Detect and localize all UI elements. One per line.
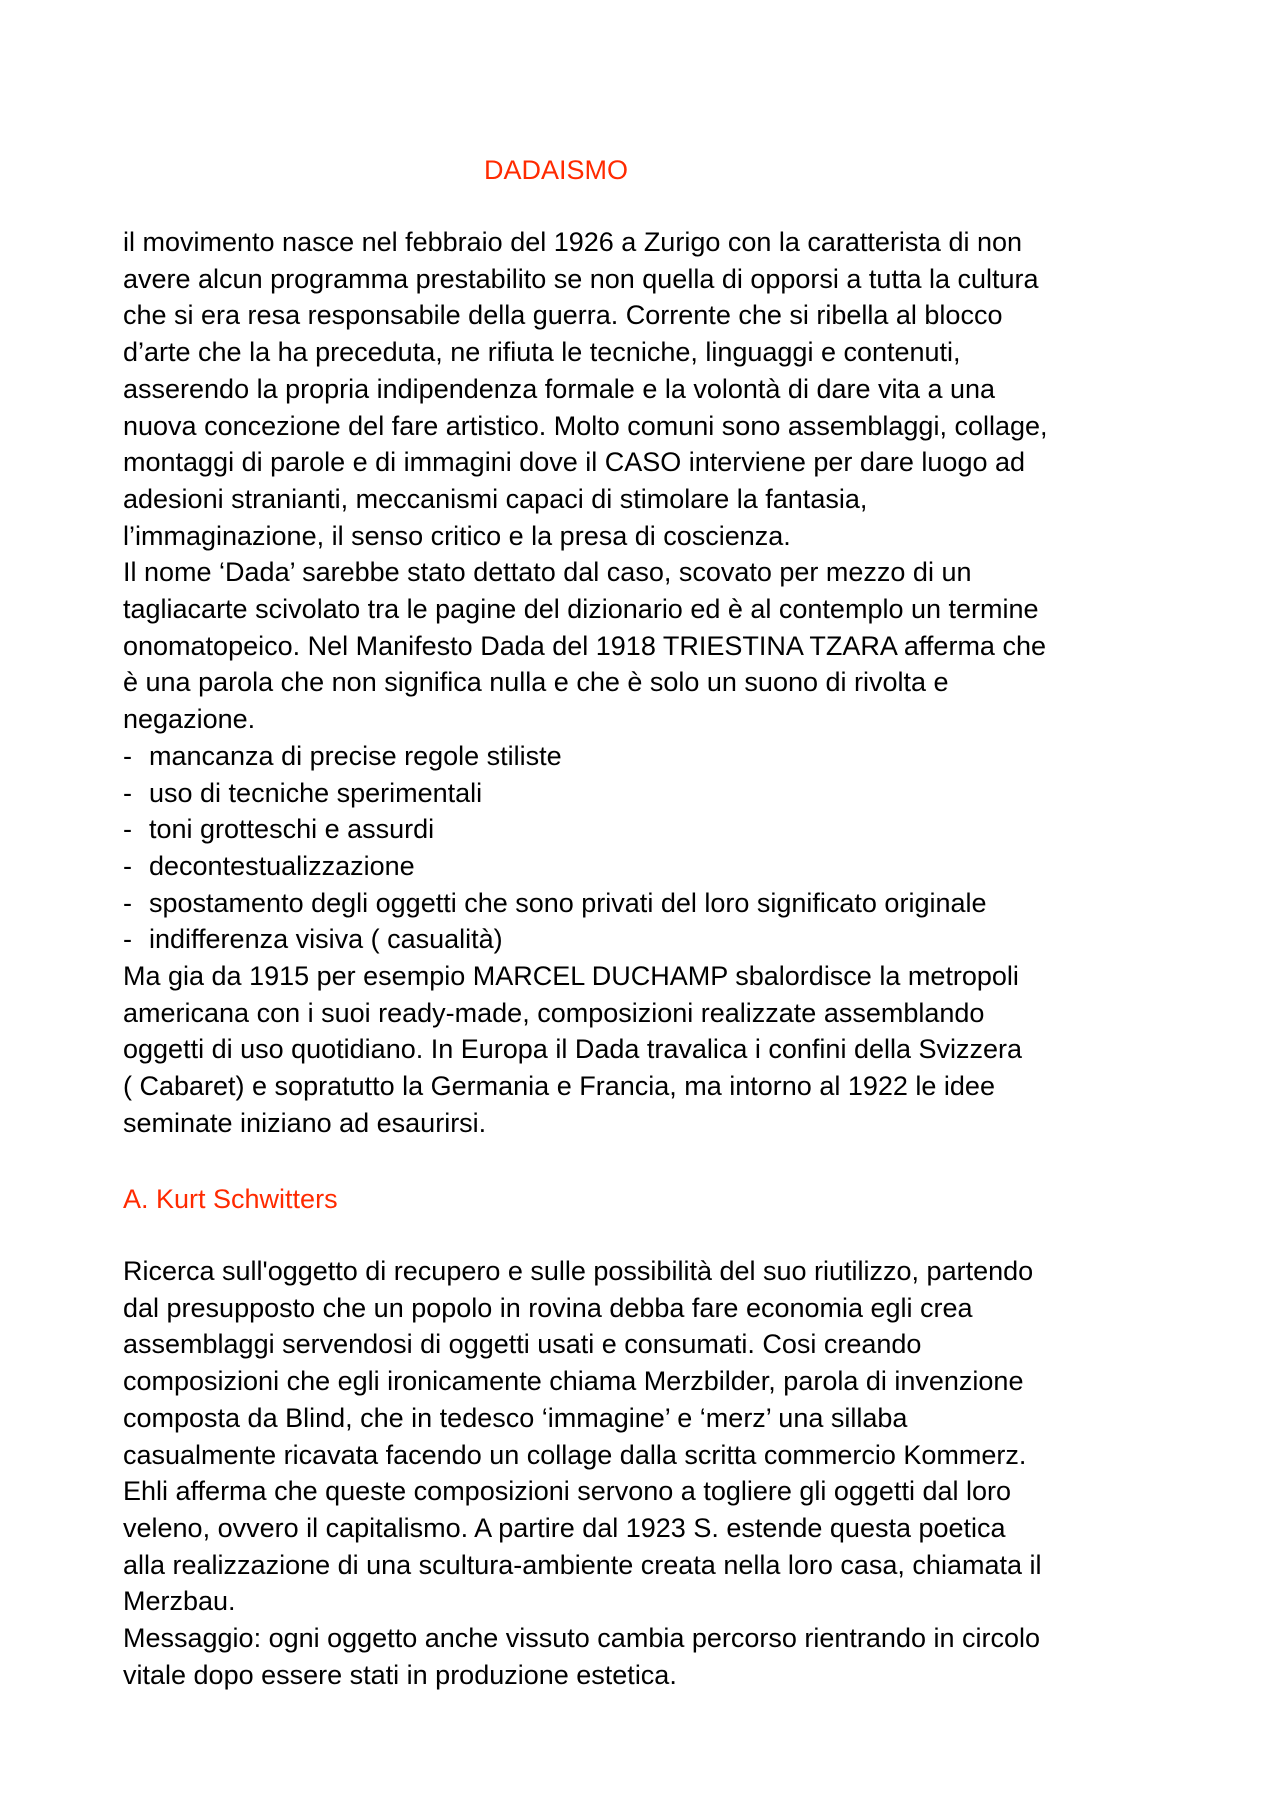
list-item-text: toni grotteschi e assurdi [149, 814, 435, 845]
list-item-text: indifferenza visiva ( casualità) [149, 924, 503, 955]
list-item [123, 848, 1183, 885]
bullet-dash: - [123, 814, 132, 845]
message-paragraph: Messaggio: ogni oggetto anche vissuto cambia percorso rientrando in circolo vitale dopo essere stati in produzione estetica. [123, 1623, 1041, 1690]
document-title: DADAISMO [484, 155, 629, 185]
list-item-text: mancanza di precise regole stiliste [149, 740, 562, 771]
list-item-text: uso di tecniche sperimentali [149, 777, 483, 808]
lower-text-block [123, 1253, 1183, 1693]
list-item-text: spostamento degli oggetti che sono privati del loro significato originale [149, 887, 987, 918]
section-heading: A. Kurt Schwitters [123, 1184, 338, 1214]
bullet-dash: - [123, 924, 132, 955]
bullet-dash: - [123, 850, 132, 881]
bullet-dash: - [123, 887, 132, 918]
characteristics-list [123, 738, 1183, 958]
list-item-text: decontestualizzazione [149, 850, 415, 881]
duchamp-paragraph: Ma gia da 1915 per esempio MARCEL DUCHAMP sbalordisce la metropoli americana con i suoi ready-made, composizioni realizzate assemblando oggetti di uso quotidiano. In Europa il Dada travalica i confini della Svizzera ( Cabaret) e sopratutto la Germania e Francia, ma intorno al 1922 le idee seminate iniziano ad esaurirsi. [123, 961, 1023, 1138]
list-item [123, 921, 1183, 958]
name-origin-paragraph: Il nome ‘Dada’ sarebbe stato dettato dal caso, scovato per mezzo di un tagliacarte scivolato tra le pagine del dizionario ed è al contemplo un termine onomatopeico. Nel Manifesto Dada del 1918 TRIESTINA TZARA afferma che è una parola che non significa nulla e che è solo un suono di rivolta e negazione. [123, 557, 1046, 735]
list-item [123, 738, 1183, 775]
bullet-dash: - [123, 740, 132, 771]
upper-text-block [123, 224, 1183, 1142]
schwitters-paragraph: Ricerca sull'oggetto di recupero e sulle possibilità del suo riutilizzo, partendo dal presupposto che un popolo in rovina debba fare economia egli crea assemblaggi servendosi di oggetti usati e consumati. Cosi creando composizioni che egli ironicamente chiama Merzbilder, parola di invenzione composta da Blind, che in tedesco ‘immagine’ e ‘merz’ una sillaba casualmente ricavata facendo un collage dalla scritta commercio Kommerz. Ehli afferma che queste composizioni servono a togliere gli oggetti dal loro veleno, ovvero il capitalismo. A partire dal 1923 S. estende questa poetica alla realizzazione di una scultura-ambiente creata nella loro casa, chiamata il Merzbau. [123, 1256, 1042, 1617]
list-item [123, 775, 1183, 812]
list-item [123, 811, 1183, 848]
list-item [123, 885, 1183, 922]
intro-paragraph: il movimento nasce nel febbraio del 1926 a Zurigo con la caratterista di non avere alcun programma prestabilito se non quella di opporsi a tutta la cultura che si era resa responsabile della guerra. Corrente che si ribella al blocco d’arte che la ha preceduta, ne rifiuta le tecniche, linguaggi e contenuti, asserendo la propria indipendenza formale e la volontà di dare vita a una nuova concezione del fare artistico. Molto comuni sono assemblaggi, collage, montaggi di parole e di immagini dove il CASO interviene per dare luogo ad adesioni stranianti, meccanismi capaci di stimolare la fantasia, l’immaginazione, il senso critico e la presa di coscienza. [123, 227, 1048, 551]
bullet-dash: - [123, 777, 132, 808]
